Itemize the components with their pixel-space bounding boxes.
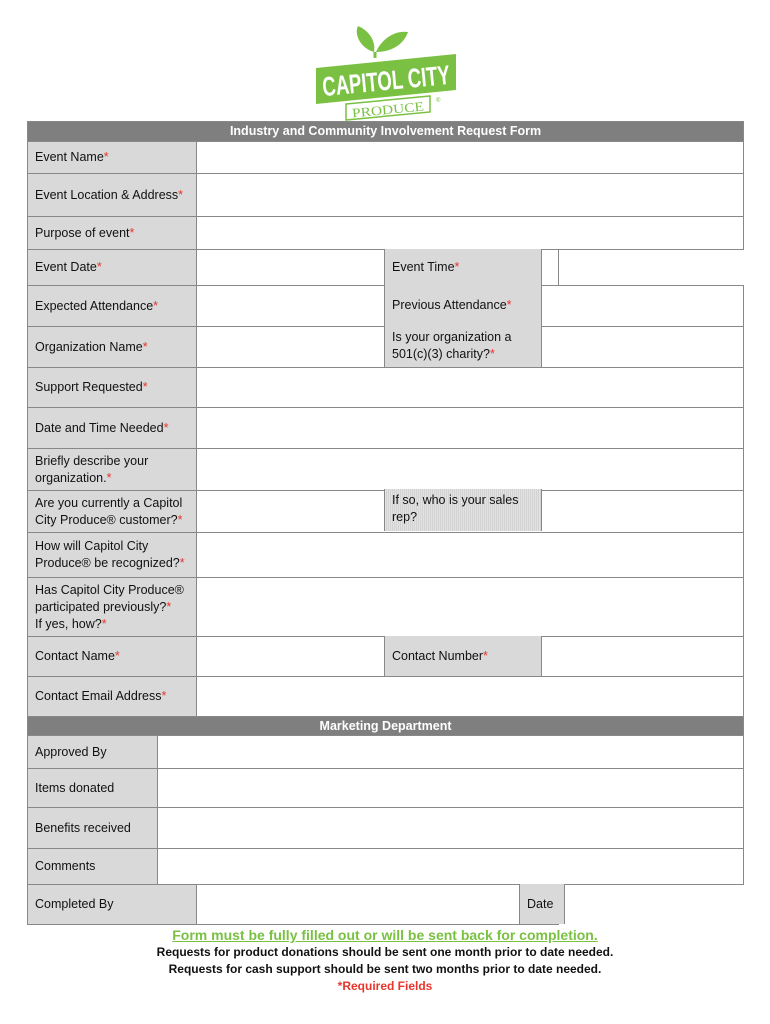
event-location-label: Event Location & Address* [28,174,197,217]
items-donated-field[interactable] [158,769,744,808]
leaf-left-icon [357,26,375,52]
logo-wordmark: CAPITOL [320,60,441,103]
recognized-question-label: How will Capitol City Produce® be recognized?* [28,533,197,578]
date-time-needed-label: Date and Time Needed* [28,408,197,449]
logo-subword: PRODUCE [351,99,414,121]
purpose-field[interactable] [197,217,744,250]
contact-name-field[interactable] [197,637,744,677]
customer-question-field[interactable] [197,491,744,533]
event-date-label: Event Date* [28,250,197,286]
event-date-field[interactable] [197,250,559,286]
product-donation-notice: Requests for product donations should be sent one month prior to date needed. [156,945,614,959]
logo-registered-mark: ® [436,98,441,104]
participated-question-label: Has Capitol City Produce® participated previously?* If yes, how?* [28,578,197,637]
benefits-received-label: Benefits received [28,808,158,849]
event-location-field[interactable] [197,174,744,217]
request-form-table [27,121,744,925]
completed-by-label: Completed By [28,885,197,925]
form-footer [0,926,770,995]
marketing-department-header: Marketing Department [28,717,744,736]
contact-email-field[interactable] [197,677,744,717]
event-name-field[interactable] [197,142,744,174]
contact-number-label: Contact Number* [384,636,542,676]
organization-name-field[interactable] [197,327,744,368]
contact-name-label: Contact Name* [28,637,197,677]
comments-field[interactable] [158,849,744,885]
cash-support-notice: Requests for cash support should be sent two months prior to date needed. [168,962,602,976]
sales-rep-question-label: If so, who is your sales rep? [384,489,542,531]
organization-name-label: Organization Name* [28,327,197,368]
previous-attendance-label: Previous Attendance* [384,285,542,326]
event-time-label: Event Time* [384,249,542,285]
recognized-question-field[interactable] [197,533,744,578]
approved-by-label: Approved By [28,736,158,769]
customer-question-label: Are you currently a Capitol City Produce® customer?* [28,491,197,533]
expected-attendance-label: Expected Attendance* [28,286,197,327]
participated-question-field[interactable] [197,578,744,637]
leaf-right-icon [376,32,408,52]
support-requested-field[interactable] [197,368,744,408]
describe-organization-field[interactable] [197,449,744,491]
expected-attendance-field[interactable] [197,286,744,327]
contact-email-label: Contact Email Address* [28,677,197,717]
benefits-received-field[interactable] [158,808,744,849]
describe-organization-label: Briefly describe your organization.* [28,449,197,491]
completed-by-field[interactable] [197,885,559,925]
approved-by-field[interactable] [158,736,744,769]
form-title: Industry and Community Involvement Request Form [28,122,744,142]
comments-label: Comments [28,849,158,885]
event-name-label: Event Name* [28,142,197,174]
support-requested-label: Support Requested* [28,368,197,408]
charity-question-label: Is your organization a 501(c)(3) charity?* [384,326,542,367]
items-donated-label: Items donated [28,769,158,808]
date-label: Date [519,884,565,924]
date-time-needed-field[interactable] [197,408,744,449]
required-fields-note: *Required Fields [337,979,433,993]
purpose-label: Purpose of event* [28,217,197,250]
capitol-city-produce-logo [312,24,460,124]
completion-notice: Form must be fully filled out or will be sent back for completion. [172,927,598,943]
